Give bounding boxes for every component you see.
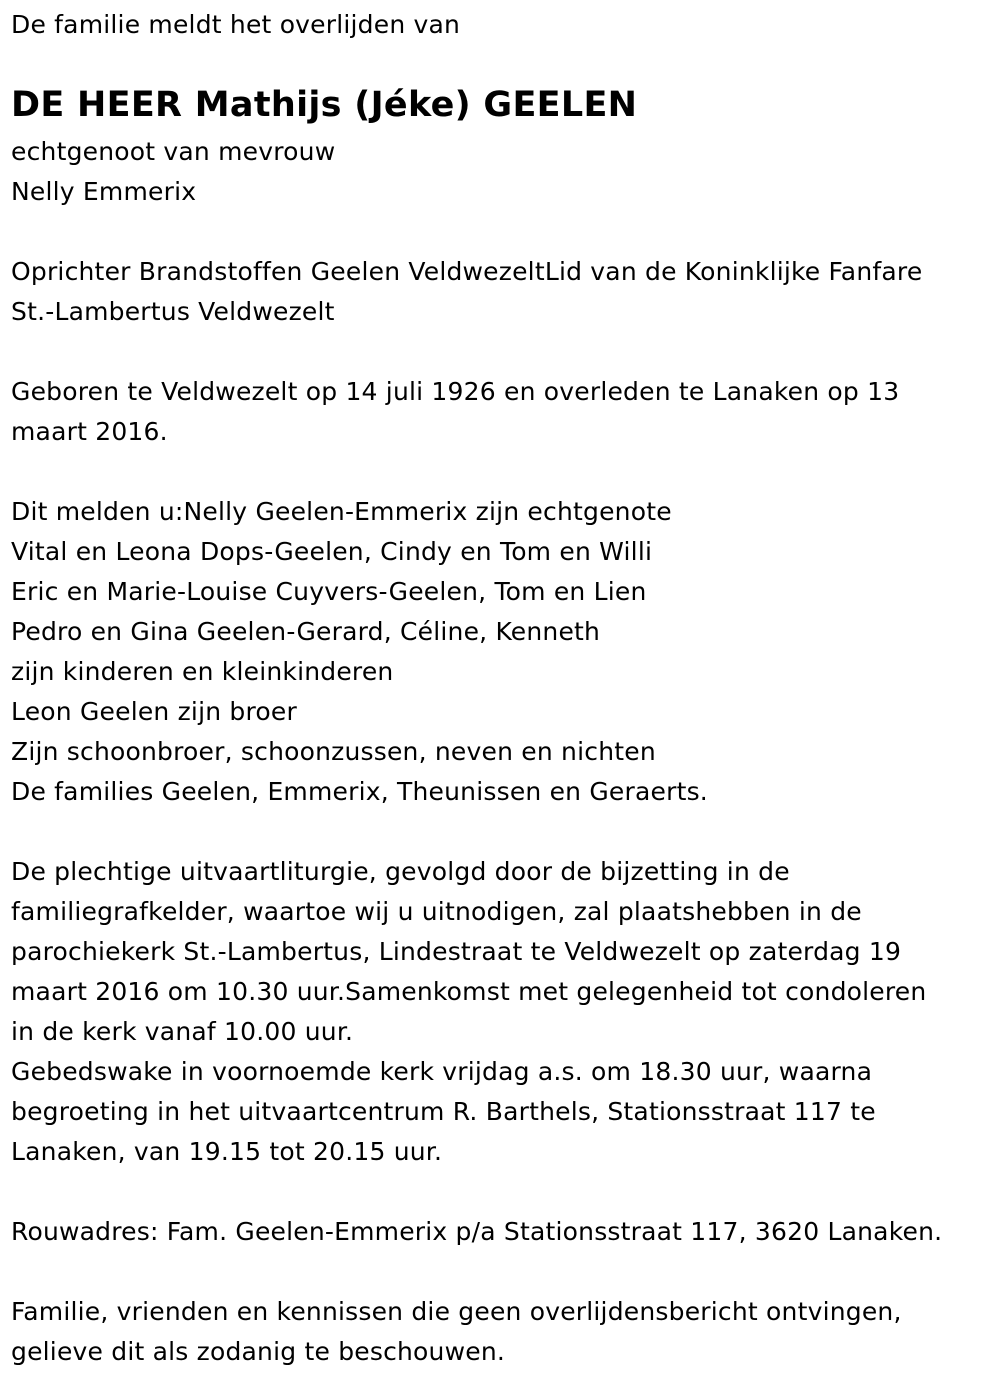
family-section [11, 492, 991, 812]
funeral-line: parochiekerk St.-Lambertus, Lindestraat te Veldwezelt op zaterdag 19 [11, 937, 902, 966]
funeral-line: in de kerk vanaf 10.00 uur. [11, 1017, 354, 1046]
mourning-address: Rouwadres: Fam. Geelen-Emmerix p/a Stationsstraat 117, 3620 Lanaken. [11, 1217, 943, 1246]
spacer [11, 1252, 991, 1292]
birth-death-line: Geboren te Veldwezelt op 14 juli 1926 en overleden te Lanaken op 13 [11, 377, 900, 406]
spacer [11, 452, 991, 492]
funeral-line: begroeting in het uitvaartcentrum R. Barthels, Stationsstraat 117 te [11, 1097, 876, 1126]
closing-line: gelieve dit als zodanig te beschouwen. [11, 1337, 506, 1366]
family-line: Leon Geelen zijn broer [11, 697, 297, 726]
spacer [11, 1172, 991, 1212]
family-line: Eric en Marie-Louise Cuyvers-Geelen, Tom en Lien [11, 577, 647, 606]
roles-line: Oprichter Brandstoffen Geelen VeldwezeltLid van de Koninklijke Fanfare [11, 257, 923, 286]
spacer [11, 212, 991, 252]
family-line: zijn kinderen en kleinkinderen [11, 657, 394, 686]
birth-death-section [11, 372, 991, 452]
obituary-notice [11, 5, 991, 1372]
closing-section [11, 1292, 991, 1372]
family-line: Zijn schoonbroer, schoonzussen, neven en nichten [11, 737, 656, 766]
funeral-line: familiegrafkelder, waartoe wij u uitnodigen, zal plaatshebben in de [11, 897, 862, 926]
funeral-line: De plechtige uitvaartliturgie, gevolgd door de bijzetting in de [11, 857, 790, 886]
funeral-line: Lanaken, van 19.15 tot 20.15 uur. [11, 1137, 443, 1166]
roles-line: St.-Lambertus Veldwezelt [11, 297, 335, 326]
funeral-line: maart 2016 om 10.30 uur.Samenkomst met gelegenheid tot condoleren [11, 977, 927, 1006]
birth-death-line: maart 2016. [11, 417, 168, 446]
family-line: Dit melden u:Nelly Geelen-Emmerix zijn echtgenote [11, 497, 672, 526]
roles-section [11, 252, 991, 332]
spouse-line: echtgenoot van mevrouw [11, 137, 336, 166]
family-line: Pedro en Gina Geelen-Gerard, Céline, Kenneth [11, 617, 601, 646]
closing-line: Familie, vrienden en kennissen die geen overlijdensbericht ontvingen, [11, 1297, 902, 1326]
spouse-section [11, 132, 991, 212]
family-line: Vital en Leona Dops-Geelen, Cindy en Tom en Willi [11, 537, 653, 566]
spouse-line: Nelly Emmerix [11, 177, 197, 206]
family-line: De families Geelen, Emmerix, Theunissen en Geraerts. [11, 777, 708, 806]
spacer [11, 332, 991, 372]
funeral-section [11, 852, 991, 1172]
spacer [11, 812, 991, 852]
funeral-line: Gebedswake in voornoemde kerk vrijdag a.s. om 18.30 uur, waarna [11, 1057, 873, 1086]
intro-text: De familie meldt het overlijden van [11, 10, 461, 39]
deceased-name: DE HEER Mathijs (Jéke) GEELEN [11, 85, 638, 125]
